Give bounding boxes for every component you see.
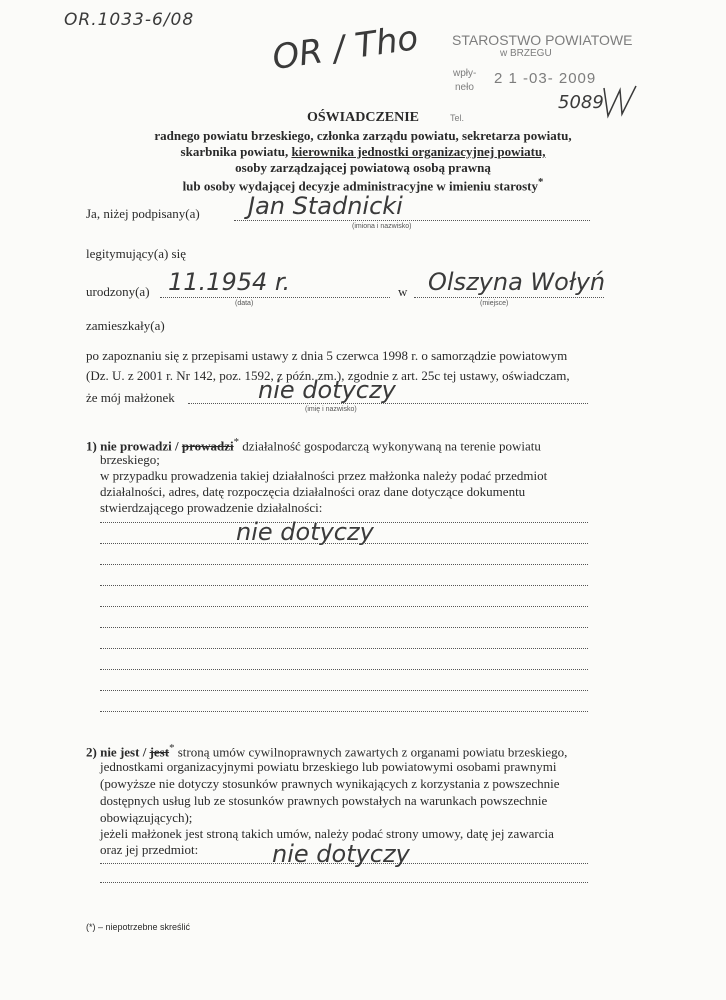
section-1-value: nie dotyczy (236, 518, 374, 546)
section-2-line-4: dostępnych usług lub ze stosunków prawnych powstałych na warunkach powszechnie (100, 793, 548, 808)
dotted-line (100, 648, 588, 649)
dotted-line (100, 564, 588, 565)
section-2-value: nie dotyczy (272, 840, 410, 868)
name-label: Ja, niżej podpisany(a) (86, 206, 200, 221)
header-line-4: lub osoby wydającej decyzje administracyjne w imieniu starosty* (182, 176, 544, 194)
section-2-line-5: obowiązujących); (100, 810, 193, 825)
section-2-line-2: jednostkami organizacyjnymi powiatu brzeskiego lub powiatowymi osobami prawnymi (100, 759, 557, 774)
dotted-line (100, 711, 588, 712)
dotted-line (100, 585, 588, 586)
intro-line-3: że mój małżonek (86, 390, 175, 405)
intro-line-2: (Dz. U. z 2001 r. Nr 142, poz. 1592, z późn. zm.), zgodnie z art. 25c tej ustawy, oświadczam, (86, 368, 570, 383)
section-1-line-5: stwierdzającego prowadzenie działalności: (100, 500, 323, 515)
stamp-date: 2 1 -03- 2009 (494, 70, 597, 87)
stamp-received-label-1: wpły- (453, 68, 477, 79)
dotted-line (100, 669, 588, 670)
name-line (234, 220, 590, 221)
stamp-number: 5089 (558, 92, 604, 113)
handwritten-initials: OR / Tho (269, 17, 421, 79)
dotted-line (100, 606, 588, 607)
born-label: urodzony(a) (86, 284, 150, 299)
born-place-hint: (miejsce) (480, 300, 509, 307)
residence-label: zamieszkały(a) (86, 318, 165, 333)
header-line-3: osoby zarządzającej powiatową osobą prawną (235, 160, 491, 175)
dotted-line (100, 522, 588, 523)
header-line-2: skarbnika powiatu, kierownika jednostki organizacyjnej powiatu, (180, 144, 546, 159)
born-place-line (414, 297, 604, 298)
section-1-line-3: w przypadku prowadzenia takiej działalności przez małżonka należy podać przedmiot (100, 468, 548, 483)
intro-line-1: po zapoznaniu się z przepisami ustawy z dnia 5 czerwca 1998 r. o samorządzie powiatowym (86, 348, 568, 363)
section-2-line-6: jeżeli małżonek jest stroną takich umów, należy podać strony umowy, datę jej zawarcia (100, 826, 554, 841)
top-note: OR.1033-6/08 (64, 10, 195, 30)
stamp-tel: Tel. (450, 113, 465, 123)
stamp-city: w BRZEGU (500, 48, 552, 59)
dotted-line (100, 882, 588, 883)
section-2-line-1: 2) nie jest / jest* stroną umów cywilnoprawnych zawartych z organami powiatu brzeskiego, (86, 742, 568, 760)
dotted-line (100, 543, 588, 544)
section-2-line-3: (powyższe nie dotyczy stosunków prawnych wynikających z korzystania z powszechnie (100, 776, 560, 791)
spouse-hint: (imię i nazwisko) (305, 406, 357, 413)
document-title: OŚWIADCZENIE (306, 110, 420, 125)
footnote: (*) – niepotrzebne skreślić (86, 922, 191, 932)
born-place-label: w (398, 284, 408, 299)
stamp-received-label-2: neło (455, 82, 474, 93)
header-line-1: radnego powiatu brzeskiego, członka zarządu powiatu, sekretarza powiatu, (154, 128, 572, 143)
section-1-line-4: działalności, adres, datę rozpoczęcia działalności oraz dane dotyczące dokumentu (100, 484, 526, 499)
section-1-line-2: brzeskiego; (100, 452, 160, 467)
signature-mark (600, 84, 640, 124)
id-label: legitymujący(a) się (86, 246, 186, 261)
section-2-line-7: oraz jej przedmiot: (100, 842, 199, 857)
dotted-line (100, 690, 588, 691)
spouse-value: nie dotyczy (258, 376, 396, 404)
dotted-line (100, 627, 588, 628)
born-date-hint: (data) (235, 300, 254, 307)
name-value: Jan Stadnicki (248, 192, 403, 220)
born-date-line (160, 297, 390, 298)
dotted-line (100, 863, 588, 864)
section-1-line-1: 1) nie prowadzi / prowadzi* działalność gospodarczą wykonywaną na terenie powiatu (86, 436, 541, 454)
name-hint: (imiona i nazwisko) (352, 223, 412, 230)
born-place-value: Olszyna Wołyń (428, 268, 606, 296)
stamp-office: STAROSTWO POWIATOWE (452, 32, 633, 48)
born-date-value: 11.1954 r. (168, 268, 291, 296)
